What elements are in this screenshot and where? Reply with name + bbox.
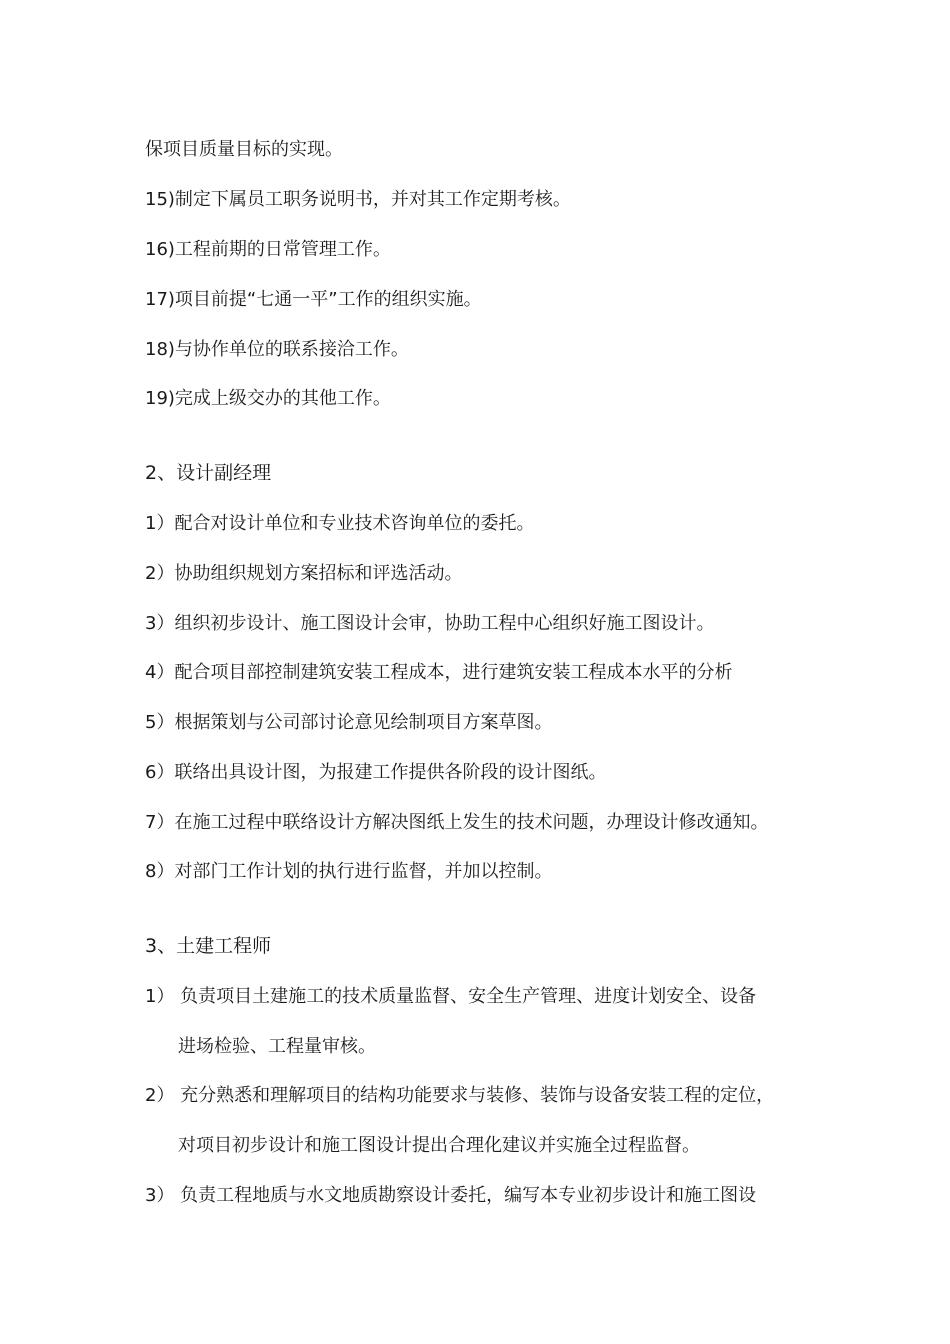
- list-item: 16)工程前期的日常管理工作。: [145, 239, 391, 260]
- list-item: 1）配合对设计单位和专业技术咨询单位的委托。: [145, 513, 535, 534]
- list-item: 1） 负责项目土建施工的技术质量监督、安全生产管理、进度计划安全、设备: [145, 986, 757, 1007]
- section-heading: 3、土建工程师: [145, 935, 272, 957]
- section-heading: 2、设计副经理: [145, 462, 272, 484]
- list-item: 6）联络出具设计图，为报建工作提供各阶段的设计图纸。: [145, 762, 607, 783]
- list-item: 8）对部门工作计划的执行进行监督，并加以控制。: [145, 861, 553, 882]
- list-item: 3）组织初步设计、施工图设计会审，协助工程中心组织好施工图设计。: [145, 613, 715, 634]
- list-item: 18)与协作单位的联系接洽工作。: [145, 339, 409, 360]
- list-item: 3） 负责工程地质与水文地质勘察设计委托，编写本专业初步设计和施工图设: [145, 1185, 757, 1206]
- list-item: 2） 充分熟悉和理解项目的结构功能要求与装修、装饰与设备安装工程的定位，: [145, 1085, 775, 1106]
- list-item-continuation: 对项目初步设计和施工图设计提出合理化建议并实施全过程监督。: [178, 1135, 700, 1156]
- list-item: 15)制定下属员工职务说明书，并对其工作定期考核。: [145, 189, 571, 210]
- paragraph-continuation: 保项目质量目标的实现。: [145, 139, 343, 160]
- list-item: 2）协助组织规划方案招标和评选活动。: [145, 563, 463, 584]
- list-item: 5）根据策划与公司部讨论意见绘制项目方案草图。: [145, 712, 553, 733]
- list-item: 17)项目前提“七通一平”工作的组织实施。: [145, 289, 482, 310]
- list-item: 4）配合项目部控制建筑安装工程成本，进行建筑安装工程成本水平的分析: [145, 662, 733, 683]
- list-item-continuation: 进场检验、工程量审核。: [178, 1036, 376, 1057]
- list-item: 19)完成上级交办的其他工作。: [145, 388, 391, 409]
- list-item: 7）在施工过程中联络设计方解决图纸上发生的技术问题，办理设计修改通知。: [145, 812, 769, 833]
